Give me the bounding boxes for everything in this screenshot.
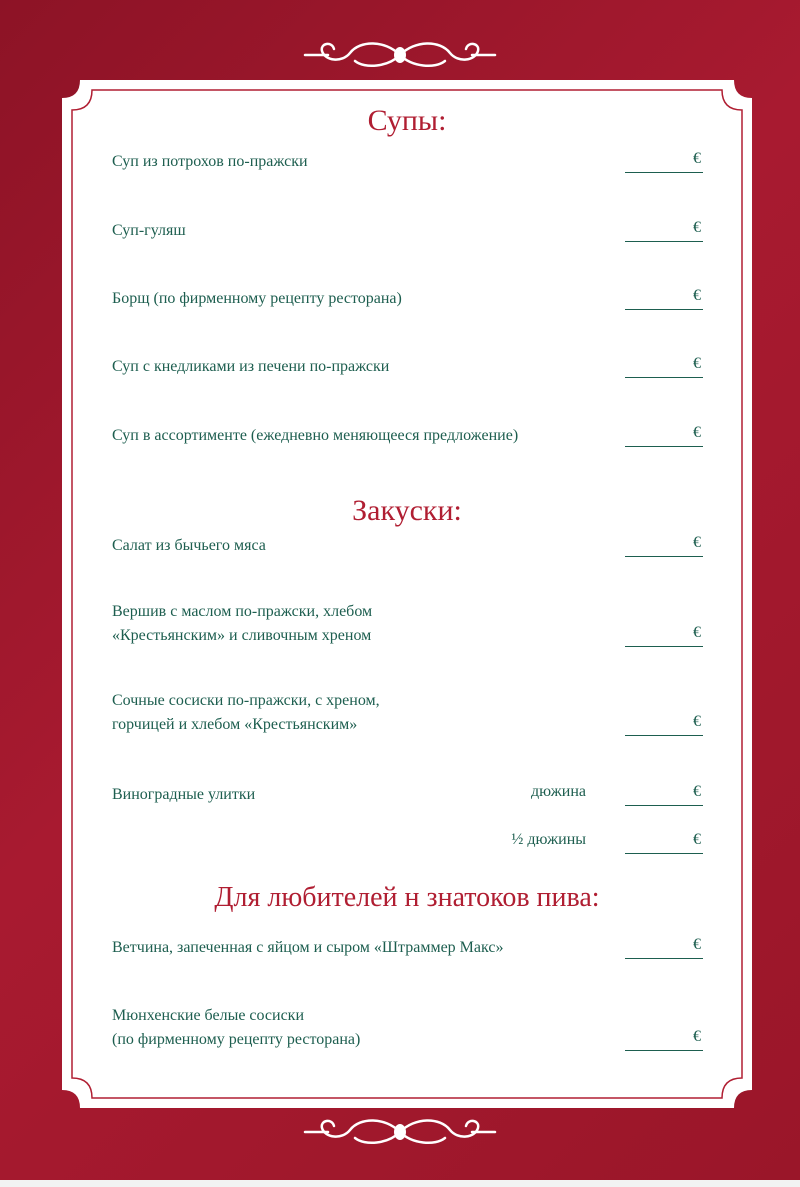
scan-edge	[0, 1180, 800, 1187]
euro-symbol: €	[693, 355, 701, 372]
price-field	[625, 713, 703, 736]
price-field	[625, 624, 703, 647]
section-title-beer-lovers: Для любителей н знатоков пива:	[214, 882, 600, 913]
price-field	[625, 1028, 703, 1051]
price-field	[625, 534, 703, 557]
menu-item-line: горчицей и хлебом «Крестьянским»	[112, 716, 358, 733]
euro-symbol: €	[693, 936, 701, 953]
price-field	[625, 287, 703, 310]
menu-item-line: Вершив с маслом по-пражски, хлебом	[112, 603, 373, 620]
menu-item: Суп в ассортименте (ежедневно меняющееся предложение)	[112, 427, 519, 444]
menu-item-line: Мюнхенские белые сосиски	[112, 1007, 305, 1024]
price-field	[625, 783, 703, 806]
menu-item: Суп с кнедликами из печени по-пражски	[112, 358, 390, 375]
price-field	[625, 424, 703, 447]
euro-symbol: €	[693, 831, 701, 848]
menu-item-line: «Крестьянским» и сливочным хреном	[112, 627, 372, 644]
top-flourish-ornament	[300, 35, 500, 75]
price-field	[625, 831, 703, 854]
section-title-starters: Закуски:	[352, 494, 462, 527]
menu-item-line: Сочные сосиски по-пражски, с хреном,	[112, 692, 380, 709]
menu-item: Суп из потрохов по-пражски	[112, 153, 308, 170]
euro-symbol: €	[693, 287, 701, 304]
price-field	[625, 355, 703, 378]
menu-item: Виноградные улитки	[112, 786, 256, 803]
portion-label: дюжина	[531, 783, 586, 800]
menu-item: Борщ (по фирменному рецепту ресторана)	[112, 290, 402, 307]
menu-item: Суп-гуляш	[112, 222, 186, 239]
euro-symbol: €	[693, 1028, 701, 1045]
menu-item: Салат из бычьего мяса	[112, 537, 266, 554]
menu-item-line: (по фирменному рецепту ресторана)	[112, 1031, 361, 1048]
euro-symbol: €	[693, 624, 701, 641]
bottom-flourish-ornament	[300, 1112, 500, 1152]
section-title-soups: Супы:	[367, 104, 447, 137]
euro-symbol: €	[693, 534, 701, 551]
portion-label: ½ дюжины	[511, 831, 586, 848]
price-field	[625, 219, 703, 242]
euro-symbol: €	[693, 219, 701, 236]
euro-symbol: €	[693, 150, 701, 167]
euro-symbol: €	[693, 713, 701, 730]
euro-symbol: €	[693, 424, 701, 441]
euro-symbol: €	[693, 783, 701, 800]
price-field	[625, 936, 703, 959]
price-field	[625, 150, 703, 173]
menu-item: Ветчина, запеченная с яйцом и сыром «Штраммер Макс»	[112, 939, 504, 956]
menu-content	[62, 80, 752, 1108]
